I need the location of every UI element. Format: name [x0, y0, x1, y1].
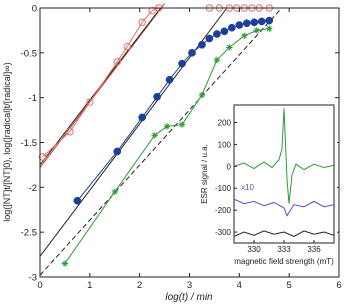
series-3-point-3	[151, 132, 157, 138]
y-tick-label: -3	[28, 272, 37, 284]
series-3-point-6	[199, 92, 205, 98]
series-2-point-17	[266, 17, 273, 24]
inset-y-tick-label: 200	[217, 118, 231, 128]
inset-annotation: x10	[241, 183, 254, 192]
series-2-point-6	[178, 60, 185, 67]
series-2-point-13	[236, 21, 243, 28]
inset-x-tick-label: 336	[307, 245, 321, 254]
series-2-point-16	[258, 18, 265, 25]
inset-chart	[200, 99, 337, 267]
x-tick-label: 1	[87, 280, 93, 291]
series-2-point-12	[228, 24, 235, 31]
series-2-point-10	[213, 30, 220, 37]
x-tick-label: 3	[186, 280, 193, 291]
inset-y-tick-label: 0	[226, 162, 231, 172]
inset-y-axis-label: ESR signal / u.a.	[200, 144, 209, 204]
series-2-point-1	[74, 197, 81, 204]
series-3-point-9	[241, 33, 247, 39]
y-tick-label: 0	[31, 3, 37, 15]
fit-line-1	[40, 4, 165, 168]
series-3-point-5	[179, 121, 185, 127]
series-2-point-15	[251, 19, 258, 26]
x-tick-label: 0	[37, 280, 43, 291]
x-tick-label: 6	[336, 280, 342, 291]
series-2-point-2	[114, 148, 121, 155]
x-tick-label: 5	[286, 280, 292, 291]
series-3-point-2	[112, 189, 118, 195]
series-2-point-14	[243, 20, 250, 27]
inset-x-tick-label: 333	[277, 245, 291, 254]
series-3-point-10	[254, 27, 260, 33]
y-tick-label: -0.5	[20, 48, 37, 60]
series-3-point-1	[62, 260, 68, 266]
series-2-point-3	[139, 114, 146, 121]
main-x-axis-label: log(t) / min	[165, 292, 213, 303]
y-tick-label: -2.5	[20, 227, 37, 239]
inset-y-tick-label: -300	[214, 228, 231, 238]
series-3-point-11	[266, 25, 272, 31]
series-2-point-4	[154, 93, 161, 100]
series-3-point-7	[214, 57, 220, 63]
y-tick-label: -1.5	[20, 138, 37, 149]
main-y-axis-label: log([NT]t/[NT]0), log([radical]t/[radical]∞)	[2, 62, 12, 222]
series-2-point-8	[198, 41, 205, 48]
series-2-point-7	[188, 49, 195, 56]
inset-y-tick-label: -200	[214, 206, 231, 216]
series-2-point-9	[206, 35, 213, 42]
inset-x-tick-label: 330	[247, 245, 261, 254]
series-3-point-4	[164, 123, 170, 129]
series-2-point-5	[166, 76, 173, 83]
y-tick-label: -2	[28, 182, 37, 194]
inset-y-tick-label: 100	[217, 140, 231, 150]
y-tick-label: -1	[28, 93, 37, 105]
inset-x-axis-label: magnetic field strength (mT)	[234, 257, 334, 266]
series-2-point-11	[221, 28, 228, 35]
x-tick-label: 2	[137, 280, 143, 291]
inset-y-tick-label: -100	[214, 184, 231, 194]
series-3-point-8	[226, 44, 232, 50]
x-tick-label: 4	[236, 280, 242, 291]
